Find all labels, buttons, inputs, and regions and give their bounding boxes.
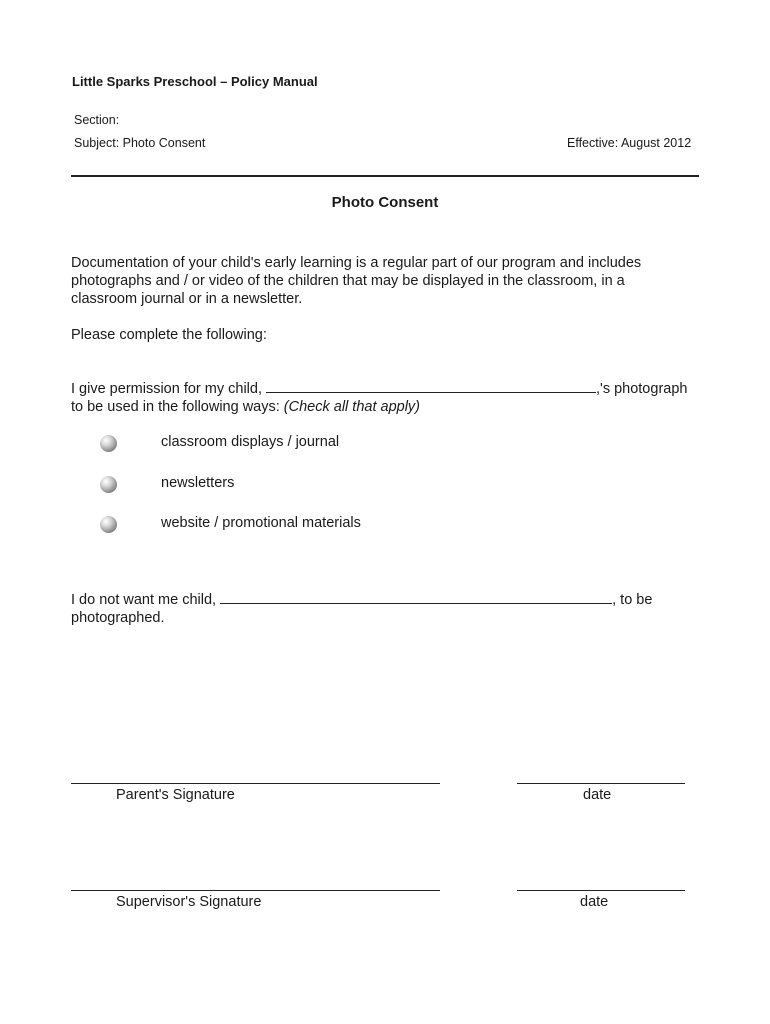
- instructions-text: Please complete the following:: [71, 327, 267, 343]
- parent-signature-line[interactable]: [71, 783, 440, 784]
- option-checkbox-website[interactable]: [100, 516, 117, 533]
- parent-date-label: date: [583, 787, 612, 803]
- supervisor-signature-label: Supervisor's Signature: [116, 894, 262, 910]
- intro-paragraph: Documentation of your child's early learning is a regular part of our program and includes photographs and / or video of the children that may be displayed in the classroom, in a classroom journal or in a newsletter.: [71, 255, 642, 307]
- option-checkbox-classroom[interactable]: [100, 435, 117, 452]
- refusal-suffix: , to be: [612, 592, 653, 608]
- permission-usage-line: [71, 398, 420, 416]
- child-name-field[interactable]: [266, 380, 596, 393]
- permission-line: [71, 380, 687, 398]
- option-label-newsletters: newsletters: [161, 475, 235, 491]
- header-divider: [71, 175, 699, 177]
- section-label: Section:: [74, 113, 120, 127]
- refusal-line-2: photographed.: [71, 610, 165, 626]
- option-checkbox-newsletters[interactable]: [100, 476, 117, 493]
- refusal-line: [71, 591, 652, 609]
- option-label-website: website / promotional materials: [161, 515, 361, 531]
- supervisor-signature-line[interactable]: [71, 890, 440, 891]
- subject-label: Subject: Photo Consent: [74, 136, 206, 150]
- permission-usage-text: to be used in the following ways:: [71, 399, 284, 415]
- refusal-prefix: I do not want me child,: [71, 592, 221, 608]
- effective-date: Effective: August 2012: [567, 136, 692, 150]
- refusal-child-name-field[interactable]: [220, 591, 612, 604]
- parent-date-line[interactable]: [517, 783, 685, 784]
- check-all-note: (Check all that apply): [283, 399, 420, 415]
- supervisor-date-label: date: [580, 894, 609, 910]
- manual-title: Little Sparks Preschool – Policy Manual: [72, 74, 318, 89]
- option-label-classroom: classroom displays / journal: [161, 434, 340, 450]
- page-title: Photo Consent: [331, 194, 439, 211]
- supervisor-date-line[interactable]: [517, 890, 685, 891]
- permission-suffix: ,'s photograph: [596, 381, 688, 397]
- parent-signature-label: Parent's Signature: [116, 787, 235, 803]
- permission-prefix: I give permission for my child,: [71, 381, 267, 397]
